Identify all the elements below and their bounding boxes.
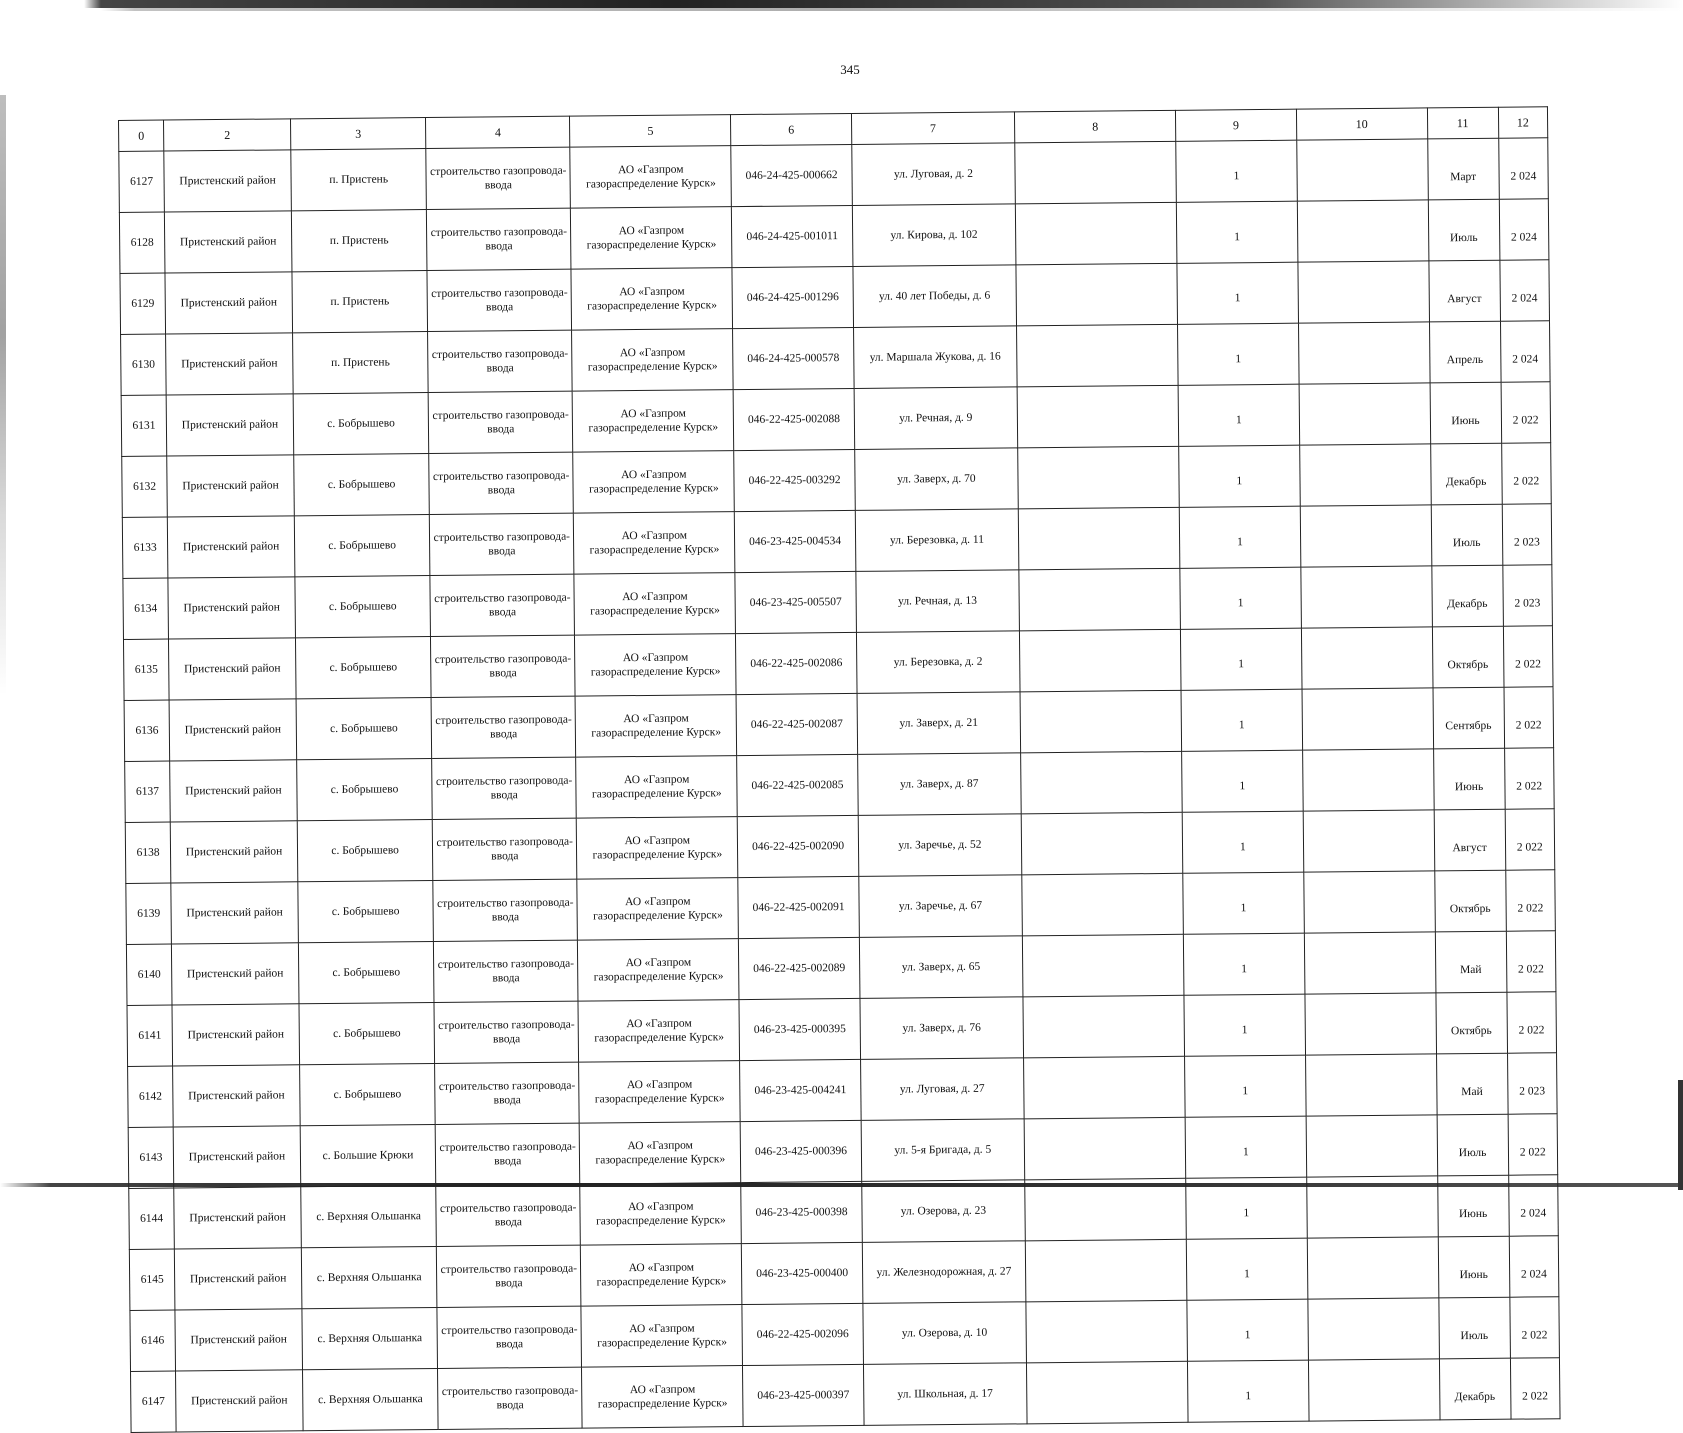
ledger-table-container [118,106,1557,1412]
organization-cell: АО «Газпром газораспределение Курск» [575,634,737,697]
column-10-cell [1306,1115,1438,1177]
organization-cell: АО «Газпром газораспределение Курск» [571,207,733,270]
count-cell: 1 [1186,1238,1307,1300]
settlement-cell: п. Пристень [291,149,427,211]
organization-cell: АО «Газпром газораспределение Курск» [580,1183,742,1246]
month-cell: Декабрь [1439,1358,1510,1420]
address-cell: ул. Кирова, д. 102 [852,204,1016,267]
district-cell: Пристенский район [173,1065,300,1127]
column-8-cell [1015,202,1177,265]
settlement-cell: с. Верхняя Ольшанка [302,1307,438,1369]
column-10-cell [1299,383,1431,445]
organization-cell: АО «Газпром газораспределение Курск» [579,1122,741,1185]
count-cell: 1 [1178,323,1299,385]
count-cell: 1 [1181,628,1302,690]
settlement-cell: с. Бобрышево [293,393,429,455]
work-type-cell: строительство газопровода-ввода [431,635,576,697]
row-number-cell: 6146 [130,1310,176,1371]
count-cell: 1 [1183,872,1304,934]
column-header: 2 [164,119,291,151]
year-cell: 2 022 [1503,626,1553,687]
settlement-cell: с. Бобрышево [297,759,433,821]
count-cell: 1 [1182,750,1303,812]
year-cell: 2 024 [1498,138,1548,199]
cadastral-number-cell: 046-22-425-002089 [739,937,860,999]
row-number-cell: 6138 [125,822,171,883]
count-cell: 1 [1178,384,1299,446]
month-cell: Октябрь [1434,870,1505,932]
organization-cell: АО «Газпром газораспределение Курск» [576,817,738,880]
address-cell: ул. Речная, д. 13 [856,570,1020,633]
settlement-cell: п. Пристень [292,271,428,333]
cadastral-number-cell: 046-22-425-003292 [734,449,855,511]
district-cell: Пристенский район [166,394,293,456]
count-cell: 1 [1181,689,1302,751]
district-cell: Пристенский район [170,821,297,883]
settlement-cell: с. Бобрышево [299,1064,435,1126]
column-8-cell [1023,995,1185,1058]
work-type-cell: строительство газопровода-ввода [427,208,572,270]
work-type-cell: строительство газопровода-ввода [426,147,571,209]
column-8-cell [1019,629,1181,692]
work-type-cell: строительство газопровода-ввода [427,269,572,331]
cadastral-number-cell: 046-22-425-002087 [736,693,857,755]
year-cell: 2 024 [1499,199,1549,260]
month-cell: Март [1427,138,1498,200]
address-cell: ул. Луговая, д. 27 [860,1058,1024,1121]
cadastral-number-cell: 046-22-425-002086 [736,632,857,694]
district-cell: Пристенский район [169,638,296,700]
organization-cell: АО «Газпром газораспределение Курск» [578,1000,740,1063]
month-cell: Октябрь [1436,992,1507,1054]
organization-cell: АО «Газпром газораспределение Курск» [570,146,732,209]
column-8-cell [1017,385,1179,448]
work-type-cell: строительство газопровода-ввода [429,452,574,514]
column-8-cell [1021,812,1183,875]
district-cell: Пристенский район [169,699,296,761]
district-cell: Пристенский район [174,1187,301,1249]
column-10-cell [1298,322,1430,384]
organization-cell: АО «Газпром газораспределение Курск» [574,512,736,575]
row-number-cell: 6135 [123,639,169,700]
row-number-cell: 6141 [127,1005,173,1066]
year-cell: 2 022 [1506,992,1556,1053]
column-10-cell [1297,200,1429,262]
cadastral-number-cell: 046-22-425-002088 [734,388,855,450]
district-cell: Пристенский район [166,333,293,395]
row-number-cell: 6129 [120,273,166,334]
district-cell: Пристенский район [175,1309,302,1371]
column-10-cell [1307,1237,1439,1299]
column-10-cell [1308,1359,1440,1421]
work-type-cell: строительство газопровода-ввода [428,391,573,453]
ledger-body [119,138,1560,1433]
year-cell: 2 024 [1499,260,1549,321]
month-cell: Июнь [1438,1236,1509,1298]
year-cell: 2 022 [1501,443,1551,504]
organization-cell: АО «Газпром газораспределение Курск» [579,1061,741,1124]
work-type-cell: строительство газопровода-ввода [433,879,578,941]
year-cell: 2 022 [1508,1114,1558,1175]
address-cell: ул. Речная, д. 9 [854,387,1018,450]
address-cell: ул. Заверх, д. 70 [854,448,1018,511]
settlement-cell: с. Бобрышево [295,637,431,699]
district-cell: Пристенский район [167,455,294,517]
count-cell: 1 [1177,262,1298,324]
year-cell: 2 022 [1505,809,1555,870]
organization-cell: АО «Газпром газораспределение Курск» [573,451,735,514]
column-8-cell [1024,1056,1186,1119]
settlement-cell: с. Бобрышево [297,820,433,882]
settlement-cell: с. Бобрышево [294,515,430,577]
settlement-cell: с. Бобрышево [298,942,434,1004]
district-cell: Пристенский район [170,760,297,822]
month-cell: Июнь [1433,748,1504,810]
month-cell: Декабрь [1430,443,1501,505]
column-header: 8 [1015,110,1176,143]
work-type-cell: строительство газопровода-ввода [437,1306,582,1368]
column-10-cell [1301,627,1433,689]
address-cell: ул. Луговая, д. 2 [852,143,1016,206]
work-type-cell: строительство газопровода-ввода [438,1367,583,1429]
count-cell: 1 [1185,1055,1306,1117]
work-type-cell: строительство газопровода-ввода [430,574,575,636]
column-header: 6 [731,113,852,145]
address-cell: ул. Заречье, д. 67 [859,875,1023,938]
settlement-cell: с. Верхняя Ольшанка [301,1185,437,1247]
row-number-cell: 6144 [129,1188,175,1249]
work-type-cell: строительство газопровода-ввода [431,696,576,758]
address-cell: ул. Заверх, д. 76 [860,997,1024,1060]
column-header: 7 [851,112,1015,145]
month-cell: Август [1429,260,1500,322]
cadastral-number-cell: 046-22-425-002096 [742,1303,863,1365]
year-cell: 2 022 [1506,931,1556,992]
count-cell: 1 [1180,567,1301,629]
address-cell: ул. Заверх, д. 21 [857,692,1021,755]
column-10-cell [1307,1298,1439,1360]
district-cell: Пристенский район [172,943,299,1005]
column-8-cell [1021,751,1183,814]
work-type-cell: строительство газопровода-ввода [430,513,575,575]
month-cell: Сентябрь [1433,687,1504,749]
settlement-cell: с. Большие Крюки [300,1124,436,1186]
row-number-cell: 6145 [129,1249,175,1310]
cadastral-number-cell: 046-23-425-000398 [741,1181,862,1243]
organization-cell: АО «Газпром газораспределение Курск» [572,329,734,392]
district-cell: Пристенский район [172,1004,299,1066]
row-number-cell: 6140 [126,944,172,1005]
cadastral-number-cell: 046-23-425-000400 [742,1242,863,1304]
cadastral-number-cell: 046-23-425-005507 [735,571,856,633]
row-number-cell: 6131 [121,395,167,456]
work-type-cell: строительство газопровода-ввода [433,818,578,880]
row-number-cell: 6127 [119,151,165,212]
work-type-cell: строительство газопровода-ввода [434,1001,579,1063]
row-number-cell: 6136 [124,700,170,761]
month-cell: Октябрь [1432,626,1503,688]
row-number-cell: 6128 [119,212,165,273]
column-8-cell [1022,873,1184,936]
row-number-cell: 6147 [131,1371,177,1432]
column-10-cell [1300,505,1432,567]
address-cell: ул. Озерова, д. 23 [861,1180,1025,1243]
year-cell: 2 022 [1505,870,1555,931]
organization-cell: АО «Газпром газораспределение Курск» [571,268,733,331]
district-cell: Пристенский район [168,577,295,639]
cadastral-number-cell: 046-22-425-002091 [738,876,859,938]
column-header: 5 [570,115,731,148]
settlement-cell: с. Бобрышево [298,881,434,943]
organization-cell: АО «Газпром газораспределение Курск» [581,1244,743,1307]
year-cell: 2 022 [1504,748,1554,809]
month-cell: Май [1436,1053,1507,1115]
district-cell: Пристенский район [167,516,294,578]
address-cell: ул. Железнодорожная, д. 27 [862,1241,1026,1304]
column-10-cell [1304,993,1436,1055]
column-10-cell [1302,749,1434,811]
month-cell: Декабрь [1431,565,1502,627]
organization-cell: АО «Газпром газораспределение Курск» [572,390,734,453]
column-8-cell [1019,568,1181,631]
address-cell: ул. Маршала Жукова, д. 16 [853,326,1017,389]
count-cell: 1 [1176,140,1297,202]
row-number-cell: 6137 [125,761,171,822]
month-cell: Май [1435,931,1506,993]
count-cell: 1 [1177,201,1298,263]
count-cell: 1 [1187,1299,1308,1361]
column-header: 0 [119,120,164,151]
count-cell: 1 [1186,1177,1307,1239]
scan-edge-right [1678,1080,1683,1190]
district-cell: Пристенский район [176,1370,303,1432]
year-cell: 2 022 [1509,1297,1559,1358]
organization-cell: АО «Газпром газораспределение Курск» [574,573,736,636]
district-cell: Пристенский район [174,1248,301,1310]
address-cell: ул. Школьная, д. 17 [863,1363,1027,1426]
year-cell: 2 023 [1502,504,1552,565]
column-8-cell [1015,141,1177,204]
column-8-cell [1018,507,1180,570]
month-cell: Июнь [1437,1175,1508,1237]
month-cell: Июль [1431,504,1502,566]
count-cell: 1 [1179,506,1300,568]
cadastral-number-cell: 046-24-425-001296 [732,266,853,328]
cadastral-number-cell: 046-23-425-000396 [741,1120,862,1182]
month-cell: Июль [1428,199,1499,261]
cadastral-number-cell: 046-23-425-000395 [739,998,860,1060]
month-cell: Июнь [1430,382,1501,444]
column-8-cell [1027,1361,1189,1424]
column-10-cell [1306,1176,1438,1238]
row-number-cell: 6130 [121,334,167,395]
settlement-cell: с. Бобрышево [294,454,430,516]
work-type-cell: строительство газопровода-ввода [436,1184,581,1246]
column-header: 10 [1296,108,1427,140]
month-cell: Июль [1437,1114,1508,1176]
year-cell: 2 022 [1504,687,1554,748]
column-8-cell [1018,446,1180,509]
column-10-cell [1305,1054,1437,1116]
settlement-cell: п. Пристень [292,332,428,394]
column-10-cell [1304,932,1436,994]
page-number: 345 [840,62,860,77]
settlement-cell: п. Пристень [291,210,427,272]
column-8-cell [1025,1178,1187,1241]
column-10-cell [1303,871,1435,933]
cadastral-number-cell: 046-24-425-001011 [732,205,853,267]
work-type-cell: строительство газопровода-ввода [428,330,573,392]
count-cell: 1 [1182,811,1303,873]
settlement-cell: с. Бобрышево [296,698,432,760]
row-number-cell: 6133 [122,517,168,578]
column-8-cell [1025,1239,1187,1302]
count-cell: 1 [1188,1360,1309,1422]
organization-cell: АО «Газпром газораспределение Курск» [581,1305,743,1368]
address-cell: ул. Березовка, д. 2 [856,631,1020,694]
column-8-cell [1026,1300,1188,1363]
work-type-cell: строительство газопровода-ввода [434,940,579,1002]
address-cell: ул. Заречье, д. 52 [858,814,1022,877]
count-cell: 1 [1185,1116,1306,1178]
column-8-cell [1020,690,1182,753]
scan-edge-top-shadow [0,8,1683,11]
column-header: 3 [290,118,426,150]
organization-cell: АО «Газпром газораспределение Курск» [577,878,739,941]
address-cell: ул. 5-я Бригада, д. 5 [861,1119,1025,1182]
address-cell: ул. Озерова, д. 10 [863,1302,1027,1365]
district-cell: Пристенский район [173,1126,300,1188]
column-8-cell [1022,934,1184,997]
count-cell: 1 [1179,445,1300,507]
column-header: 12 [1498,107,1548,138]
row-number-cell: 6134 [123,578,169,639]
cadastral-number-cell: 046-23-425-000397 [743,1364,864,1426]
year-cell: 2 024 [1509,1236,1559,1297]
column-10-cell [1299,444,1431,506]
address-cell: ул. Березовка, д. 11 [855,509,1019,572]
district-cell: Пристенский район [171,882,298,944]
count-cell: 1 [1184,994,1305,1056]
year-cell: 2 023 [1502,565,1552,626]
cadastral-number-cell: 046-22-425-002085 [737,754,858,816]
address-cell: ул. Заверх, д. 65 [859,936,1023,999]
work-type-cell: строительство газопровода-ввода [435,1062,580,1124]
column-10-cell [1302,688,1434,750]
settlement-cell: с. Верхняя Ольшанка [301,1246,437,1308]
cadastral-number-cell: 046-24-425-000578 [733,327,854,389]
address-cell: ул. 40 лет Победы, д. 6 [853,265,1017,328]
cadastral-number-cell: 046-24-425-000662 [731,144,852,206]
year-cell: 2 023 [1507,1053,1557,1114]
month-cell: Август [1434,809,1505,871]
year-cell: 2 022 [1510,1358,1560,1419]
ledger-table [118,106,1561,1433]
row-number-cell: 6142 [128,1066,174,1127]
district-cell: Пристенский район [164,150,291,212]
month-cell: Апрель [1429,321,1500,383]
work-type-cell: строительство газопровода-ввода [432,757,577,819]
column-10-cell [1297,261,1429,323]
year-cell: 2 022 [1501,382,1551,443]
year-cell: 2 024 [1508,1175,1558,1236]
month-cell: Июль [1438,1297,1509,1359]
district-cell: Пристенский район [165,211,292,273]
settlement-cell: с. Верхняя Ольшанка [302,1368,438,1430]
scan-edge-left [0,95,6,695]
cadastral-number-cell: 046-23-425-004534 [735,510,856,572]
column-10-cell [1303,810,1435,872]
organization-cell: АО «Газпром газораспределение Курск» [582,1366,744,1429]
count-cell: 1 [1184,933,1305,995]
row-number-cell: 6132 [122,456,168,517]
table-row [131,1358,1561,1433]
column-8-cell [1016,263,1178,326]
year-cell: 2 024 [1500,321,1550,382]
column-8-cell [1017,324,1179,387]
work-type-cell: строительство газопровода-ввода [435,1123,580,1185]
organization-cell: АО «Газпром газораспределение Курск» [576,756,738,819]
work-type-cell: строительство газопровода-ввода [437,1245,582,1307]
row-number-cell: 6143 [128,1127,174,1188]
column-header: 9 [1176,109,1297,141]
column-10-cell [1300,566,1432,628]
settlement-cell: с. Бобрышево [299,1003,435,1065]
scan-edge-top [0,0,1683,8]
column-10-cell [1296,139,1428,201]
column-header: 4 [426,116,570,148]
cadastral-number-cell: 046-22-425-002090 [738,815,859,877]
column-header: 11 [1427,107,1498,139]
organization-cell: АО «Газпром газораспределение Курск» [575,695,737,758]
address-cell: ул. Заверх, д. 87 [857,753,1021,816]
cadastral-number-cell: 046-23-425-004241 [740,1059,861,1121]
organization-cell: АО «Газпром газораспределение Курск» [578,939,740,1002]
settlement-cell: с. Бобрышево [295,576,431,638]
district-cell: Пристенский район [165,272,292,334]
column-8-cell [1024,1117,1186,1180]
row-number-cell: 6139 [126,883,172,944]
